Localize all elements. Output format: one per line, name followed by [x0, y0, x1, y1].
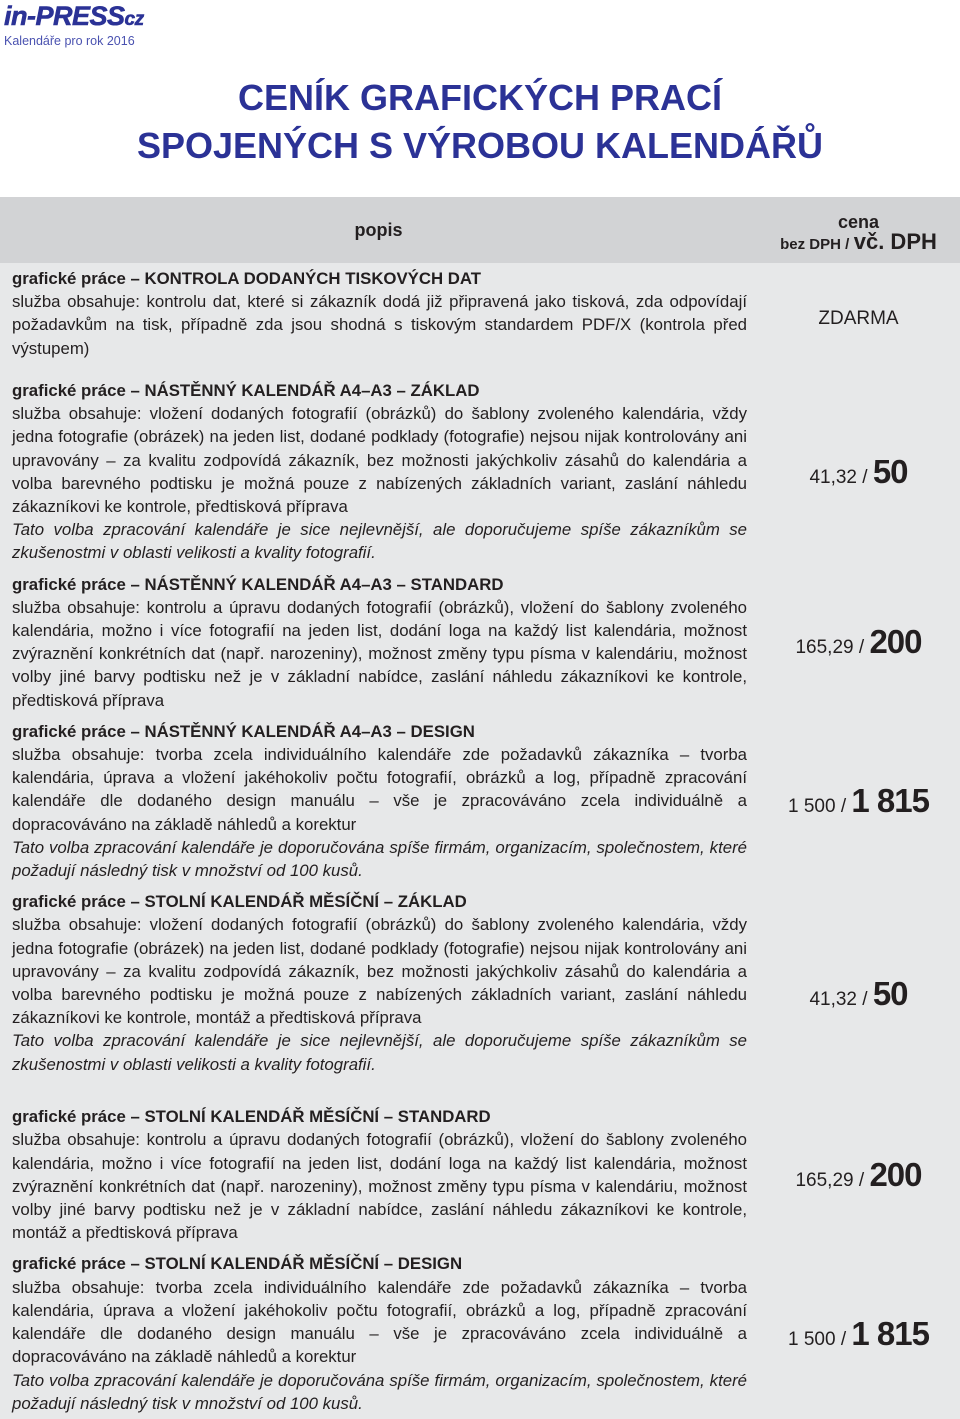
price-excl-vat: 41,32 / [809, 988, 873, 1010]
table-row [0, 716, 960, 886]
service-heading: grafické práce – NÁSTĚNNÝ KALENDÁŘ A4–A3 – STANDARD [12, 574, 504, 594]
service-price [757, 716, 960, 886]
service-body: služba obsahuje: kontrolu a úpravu dodaných fotografií (obrázků), vložení do šablony zvoleného kalendária, možno i více fotografií na jeden list, dodání loga na každý list kalendária, možnost zvýraznění konkrétních dat (např. narozeniny), možnost změny typu písma v kalendáriu, možnost volby jiné barvy podtisku než je v základní nabídce, zaslání náhledu zákazníkovi ke kontrole, montáž a předtisková příprava [12, 1130, 747, 1243]
service-heading: grafické práce – KONTROLA DODANÝCH TISKOVÝCH DAT [12, 269, 482, 288]
service-body: služba obsahuje: vložení dodaných fotografií (obrázků) do šablony zvoleného kalendária, vždy jedna fotografie (obrázek) na jeden list, dodané podklady (fotografie) nejsou nijak kontrolovány ani upravovány – za kvalitu zodpovídá zákazník, bez možnosti jakýchkoliv zásahů do kalendária a volba barevného podtisku je možná pouze z nabízených základních variant, zaslání náhledu zákazníkovi ke kontrole, předtisková příprava [12, 404, 747, 517]
brand-name: in-PRESS [4, 1, 125, 31]
service-body: služba obsahuje: tvorba zcela individuálního kalendáře zde požadavků zákazníka – tvorba kalendária, úprava a vložení jakéhokoliv počtu fotografií, obrázků a log, případně zpracování kalendáře dle dodaného design manuálu – vše je zpracováváno zcela individuálně a dopracováváno na základě náhledů a korektur [12, 745, 747, 834]
table-row [0, 263, 960, 375]
brand-wordmark [4, 2, 144, 34]
price-free: ZDARMA [818, 308, 899, 329]
price-incl-vat: 50 [872, 452, 908, 490]
service-heading: grafické práce – STOLNÍ KALENDÁŘ MĚSÍČNÍ – ZÁKLAD [12, 892, 467, 912]
header-price [757, 197, 960, 263]
service-price [757, 569, 960, 716]
table-row [0, 886, 960, 1101]
price-table-header [0, 197, 960, 263]
service-note: Tato volba zpracování kalendáře je doporučována spíše firmám, organizacím, společnostem, které požadují následný tisk v množství od 100 kusů. [12, 1370, 747, 1413]
service-description [0, 1101, 757, 1248]
brand-logo [4, 2, 144, 48]
header-description: popis [0, 197, 757, 263]
price-incl-vat: 1 815 [851, 1314, 929, 1352]
header-price-title: cena [837, 211, 880, 232]
service-price [757, 886, 960, 1101]
price-table [0, 197, 960, 1419]
brand-subtitle: Kalendáře pro rok 2016 [4, 34, 135, 48]
price-excl-vat: 1 500 / [788, 1328, 852, 1350]
table-row [0, 1101, 960, 1248]
price-incl-vat: 50 [872, 974, 908, 1012]
service-note: Tato volba zpracování kalendáře je sice nejlevnější, ale doporučujeme spíše zákazníkům se zkušenostmi v oblasti velikosti a kvality fotografií. [12, 520, 747, 563]
service-body: služba obsahuje: vložení dodaných fotografií (obrázků) do šablony zvoleného kalendária, vždy jedna fotografie (obrázek) na jeden list, dodané podklady (fotografie) nejsou nijak kontrolovány ani upravovány – za kvalitu zodpovídá zákazník, bez možnosti jakýchkoliv zásahů do kalendária a volba barevného podtisku je možná pouze z nabízených základních variant, zaslání náhledu zákazníkovi ke kontrole, montáž a předtisková příprava [12, 915, 747, 1028]
service-note: Tato volba zpracování kalendáře je sice nejlevnější, ale doporučujeme spíše zákazníkům se zkušenostmi v oblasti velikosti a kvality fotografií. [12, 1031, 747, 1074]
page-title [0, 74, 960, 170]
table-row [0, 1248, 960, 1418]
table-row [0, 375, 960, 569]
service-price [757, 263, 960, 375]
service-description [0, 569, 757, 716]
price-incl-vat: 1 815 [851, 782, 929, 820]
service-description [0, 886, 757, 1101]
service-description [0, 375, 757, 569]
service-heading: grafické práce – STOLNÍ KALENDÁŘ MĚSÍČNÍ – STANDARD [12, 1107, 491, 1127]
service-price [757, 1248, 960, 1418]
service-body: služba obsahuje: tvorba zcela individuálního kalendáře zde požadavků zákazníka – tvorba kalendária, úprava a vložení jakéhokoliv počtu fotografií, obrázků a log, případně zpracování kalendáře dle dodaného design manuálu – vše je zpracováváno zcela individuálně a dopracováváno na základě náhledů a korektur [12, 1277, 747, 1367]
header-price-incl: vč. DPH [853, 228, 937, 254]
price-excl-vat: 165,29 / [795, 1169, 870, 1191]
price-incl-vat: 200 [869, 623, 922, 661]
price-excl-vat: 165,29 / [795, 637, 870, 659]
service-description [0, 1248, 757, 1418]
page-title-line-2: SPOJENÝCH S VÝROBOU KALENDÁŘŮ [136, 125, 824, 166]
service-price [757, 375, 960, 569]
price-incl-vat: 200 [869, 1155, 922, 1193]
service-heading: grafické práce – STOLNÍ KALENDÁŘ MĚSÍČNÍ – DESIGN [12, 1254, 463, 1274]
service-heading: grafické práce – NÁSTĚNNÝ KALENDÁŘ A4–A3 – DESIGN [12, 721, 475, 741]
service-description [0, 716, 757, 886]
brand-tld: cz [124, 9, 144, 30]
service-description [0, 263, 757, 375]
service-price [757, 1101, 960, 1248]
service-body: služba obsahuje: kontrolu a úpravu dodaných fotografií (obrázků), vložení do šablony zvoleného kalendária, možno i více fotografií na jeden list, dodání loga na každý list kalendária, možnost zvýraznění konkrétních dat (např. narozeniny), možnost změny typu písma v kalendáriu, možnost volby jiné barvy podtisku než je v základní nabídce, zaslání náhledu zákazníkovi ke kontrole, předtisková příprava [12, 597, 747, 710]
table-row [0, 569, 960, 716]
price-excl-vat: 41,32 / [809, 466, 873, 488]
service-heading: grafické práce – NÁSTĚNNÝ KALENDÁŘ A4–A3 – ZÁKLAD [12, 381, 480, 400]
price-excl-vat: 1 500 / [788, 796, 852, 818]
header-price-excl: bez DPH / [780, 235, 850, 253]
service-body: služba obsahuje: kontrolu dat, které si zákazník dodá již připravená jako tisková, zda odpovídají požadavkům na tisk, případně zda jsou shodná s tiskovým standardem PDF/X (kontrola před výstupem) [12, 292, 747, 358]
page-title-line-1: CENÍK GRAFICKÝCH PRACÍ [237, 77, 722, 118]
service-note: Tato volba zpracování kalendáře je doporučována spíše firmám, organizacím, společnostem, které požadují následný tisk v množství od 100 kusů. [12, 837, 747, 881]
